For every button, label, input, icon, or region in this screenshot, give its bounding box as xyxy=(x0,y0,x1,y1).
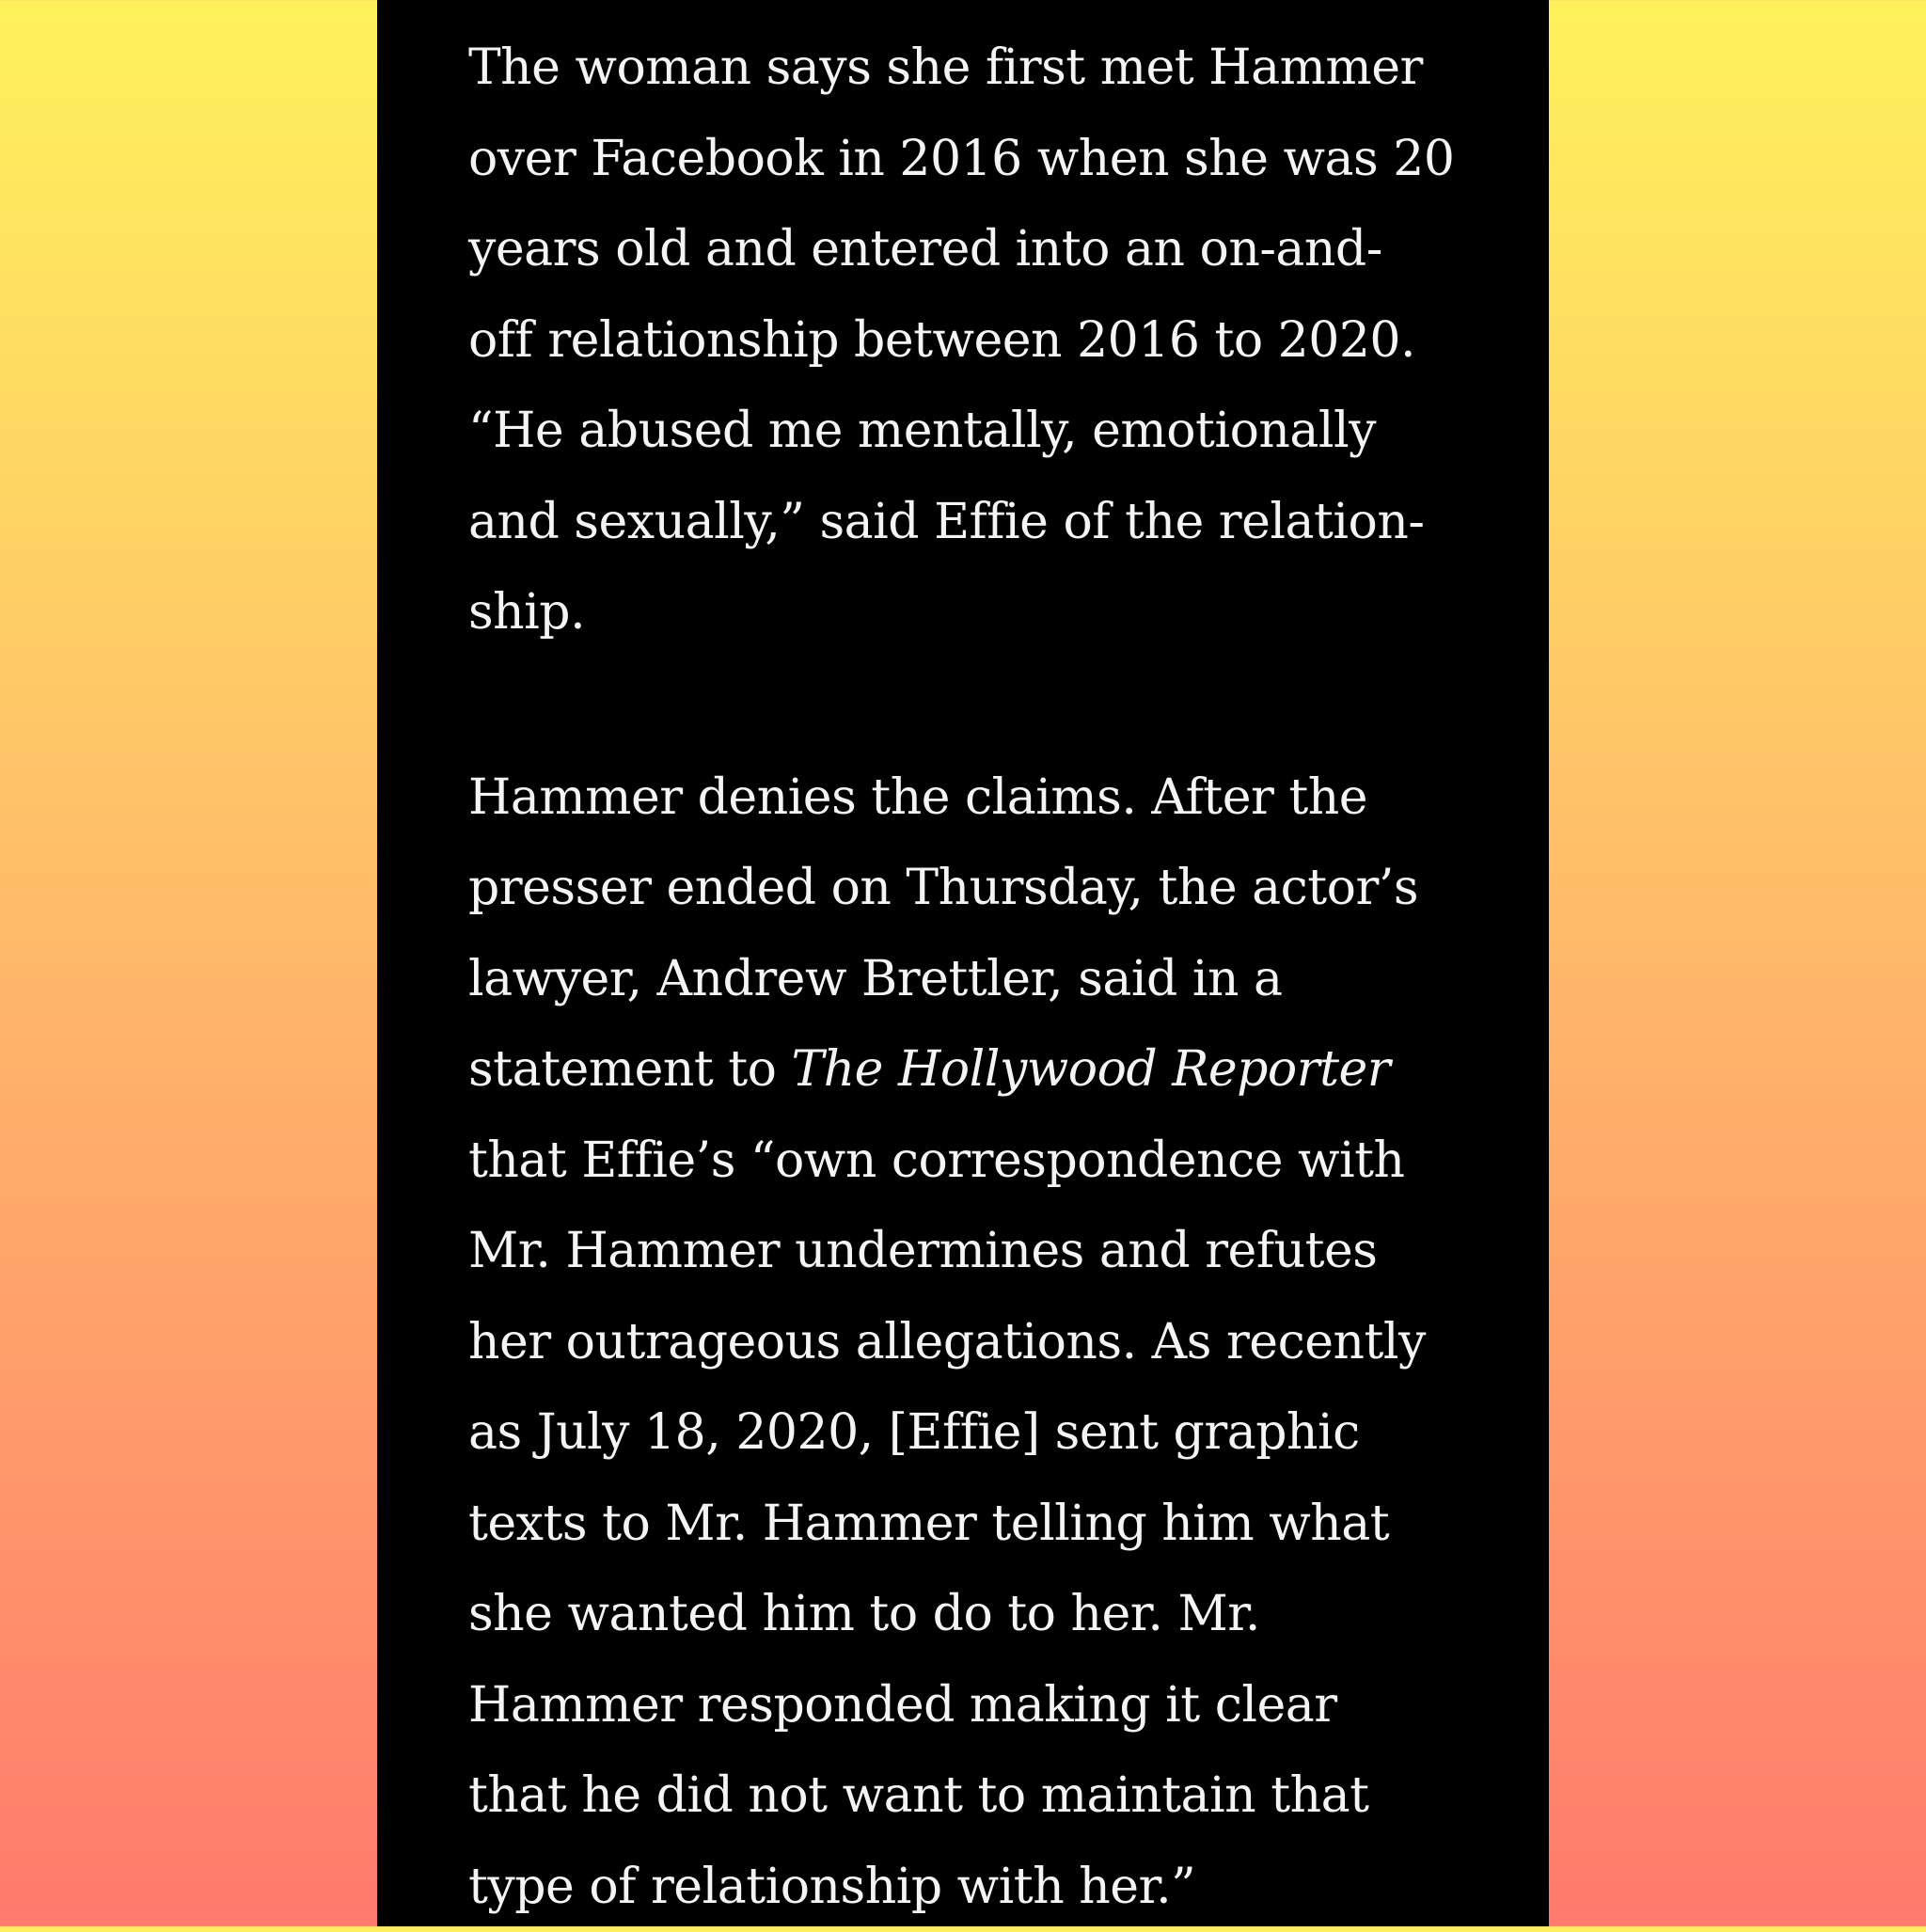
text-line: that he did not want to maintain that xyxy=(468,1750,1484,1842)
text-line: presser ended on Thursday, the actor’s xyxy=(468,843,1484,934)
text-line-with-publication xyxy=(468,1024,1484,1116)
text-line: her outrageous allegations. As recently xyxy=(468,1297,1484,1388)
text-line: The woman says she first met Hammer xyxy=(468,23,1484,114)
publication-name: The Hollywood Reporter xyxy=(791,1041,1390,1098)
text-line: type of relationship with her.” xyxy=(468,1842,1484,1932)
publication-prefix: statement to xyxy=(468,1041,791,1098)
text-line: and sexually,” said Effie of the relation- xyxy=(468,477,1484,568)
text-line: off relationship between 2016 to 2020. xyxy=(468,295,1484,387)
text-line: years old and entered into an on-and- xyxy=(468,204,1484,295)
text-line: ship. xyxy=(468,567,1484,658)
text-line: “He abused me mentally, emotionally xyxy=(468,386,1484,477)
text-line: texts to Mr. Hammer telling him what xyxy=(468,1479,1484,1570)
article-paragraph-1 xyxy=(468,23,1484,658)
text-line: lawyer, Andrew Brettler, said in a xyxy=(468,934,1484,1025)
text-line: Hammer responded making it clear xyxy=(468,1660,1484,1751)
article-body xyxy=(468,23,1484,1932)
text-line: as July 18, 2020, [Effie] sent graphic xyxy=(468,1387,1484,1479)
article-paragraph-2 xyxy=(468,752,1484,1932)
text-line: Hammer denies the claims. After the xyxy=(468,752,1484,844)
text-line: over Facebook in 2016 when she was 20 xyxy=(468,114,1484,205)
text-line: that Effie’s “own correspondence with xyxy=(468,1116,1484,1207)
text-line: Mr. Hammer undermines and refutes xyxy=(468,1206,1484,1297)
text-line: she wanted him to do to her. Mr. xyxy=(468,1569,1484,1660)
